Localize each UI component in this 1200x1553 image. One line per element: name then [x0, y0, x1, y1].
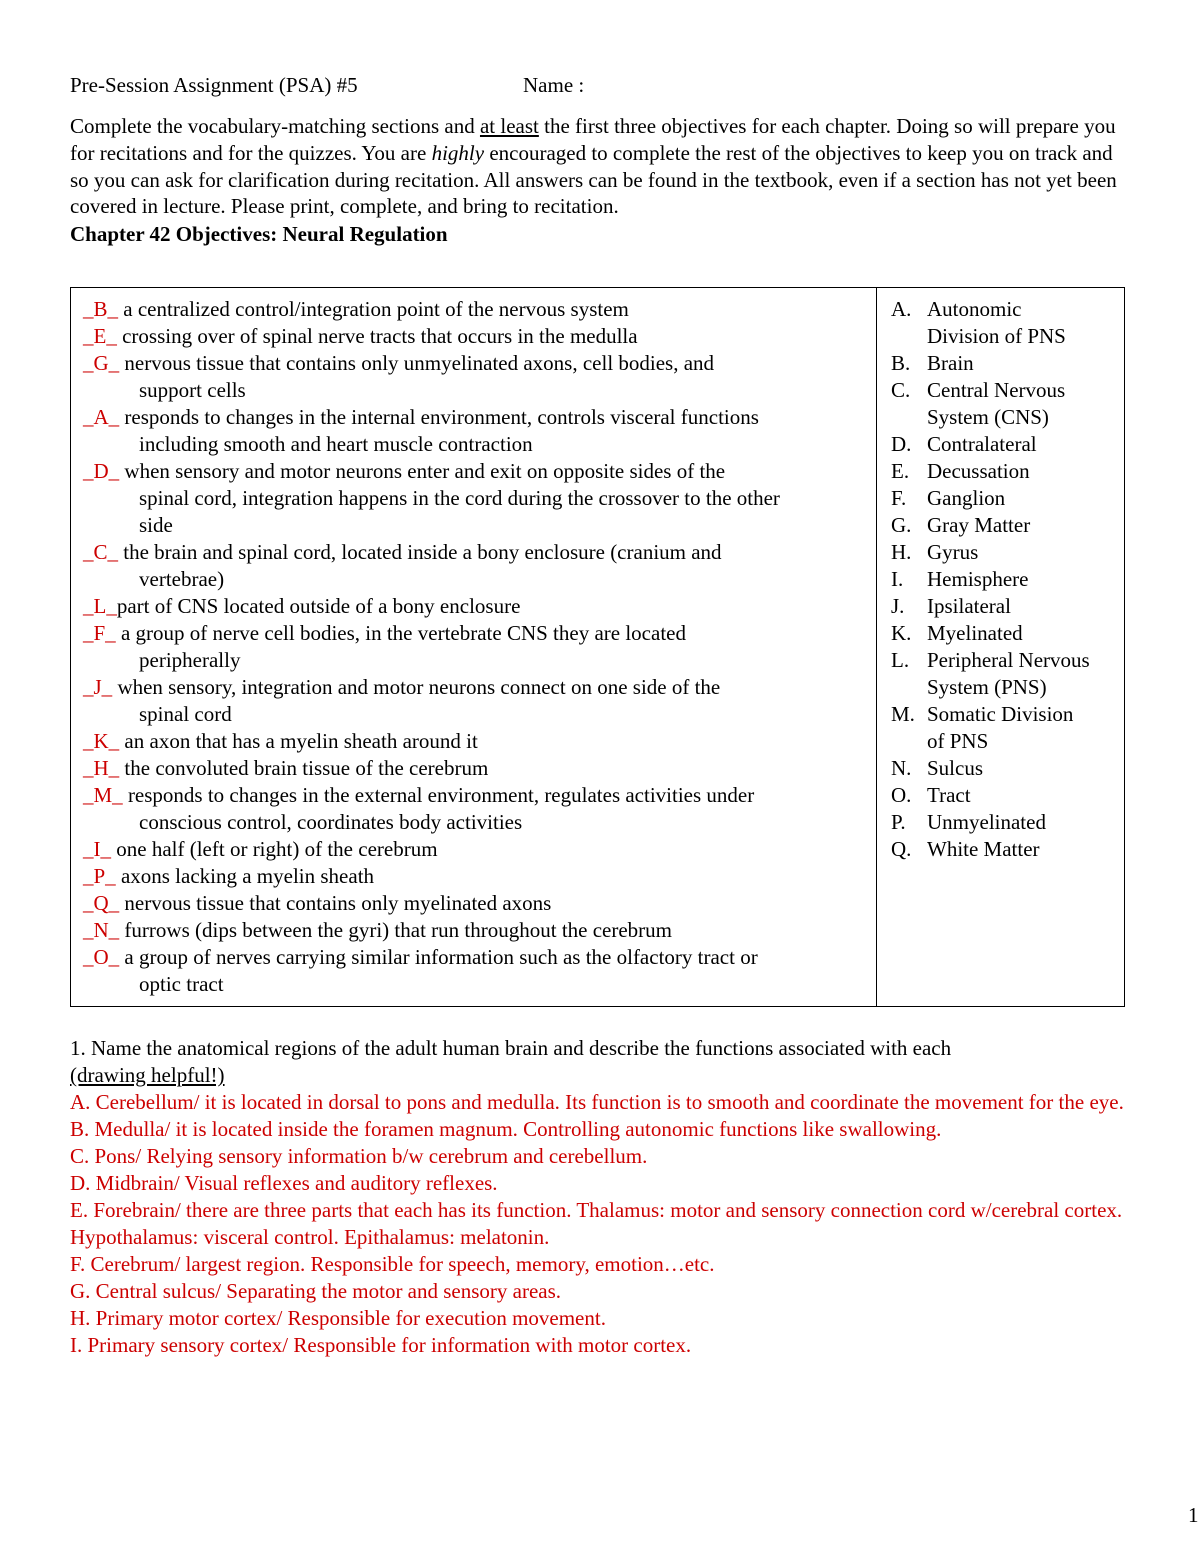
definition-text: a centralized control/integration point of the nervous system — [118, 297, 629, 321]
definition-continuation: including smooth and heart muscle contraction — [139, 432, 533, 456]
definition-continuation: conscious control, coordinates body activities — [139, 810, 523, 834]
term-text: Gray Matter — [927, 513, 1031, 537]
vocabulary-matching-table — [70, 287, 1125, 1007]
definition-text: crossing over of spinal nerve tracts that occurs in the medulla — [116, 324, 638, 348]
term-letter: O. — [891, 783, 912, 807]
term-option — [891, 377, 1124, 431]
term-text: Ganglion — [927, 486, 1006, 510]
definition-row — [83, 728, 876, 755]
term-option — [891, 593, 1124, 620]
term-option — [891, 809, 1124, 836]
term-label — [927, 620, 1124, 647]
definition-text: responds to changes in the internal environment, controls visceral functions — [119, 405, 759, 429]
definition-row — [83, 917, 876, 944]
term-text: Unmyelinated — [927, 810, 1046, 834]
answer-blank[interactable]: _C_ — [83, 540, 119, 564]
term-text: Gyrus — [927, 540, 979, 564]
term-label — [927, 566, 1124, 593]
term-letter: C. — [891, 378, 911, 402]
term-text: Tract — [927, 783, 971, 807]
terms-column — [877, 288, 1124, 1006]
answer-line: I. Primary sensory cortex/ Responsible for information with motor cortex. — [70, 1333, 692, 1357]
answer-blank[interactable]: _I_ — [83, 837, 111, 861]
term-text: Decussation — [927, 459, 1030, 483]
term-option — [891, 755, 1124, 782]
term-text: Hemisphere — [927, 567, 1029, 591]
definition-continuation: optic tract — [139, 972, 224, 996]
term-text: Sulcus — [927, 756, 984, 780]
term-option — [891, 512, 1124, 539]
definition-text: part of CNS located outside of a bony enclosure — [116, 594, 521, 618]
question-1-text: 1. Name the anatomical regions of the adult human brain and describe the functions associated with each — [70, 1036, 952, 1060]
term-option — [891, 296, 1124, 350]
answer-blank[interactable]: _N_ — [83, 918, 120, 942]
term-letter: Q. — [891, 837, 912, 861]
answer-line: G. Central sulcus/ Separating the motor and sensory areas. — [70, 1279, 562, 1303]
term-text-continued: Division of PNS — [927, 324, 1066, 348]
definition-text: furrows (dips between the gyri) that run throughout the cerebrum — [119, 918, 673, 942]
term-letter: M. — [891, 702, 915, 726]
term-option — [891, 350, 1124, 377]
definition-row — [83, 755, 876, 782]
definition-text: a group of nerve cell bodies, in the vertebrate CNS they are located — [115, 621, 686, 645]
answer-blank[interactable]: _M_ — [83, 783, 123, 807]
answer-blank[interactable]: _D_ — [83, 459, 120, 483]
term-label — [927, 647, 1124, 701]
term-letter: F. — [891, 486, 907, 510]
term-letter: N. — [891, 756, 912, 780]
term-text: Central Nervous — [927, 378, 1066, 402]
answer-blank[interactable]: _L_ — [83, 594, 117, 618]
term-option — [891, 836, 1124, 863]
definition-text: when sensory, integration and motor neurons connect on one side of the — [112, 675, 721, 699]
term-letter: P. — [891, 810, 906, 834]
answer-blank[interactable]: _F_ — [83, 621, 116, 645]
answer-blank[interactable]: _E_ — [83, 324, 117, 348]
definition-row — [83, 404, 876, 458]
term-letter: J. — [891, 594, 905, 618]
answer-blank[interactable]: _H_ — [83, 756, 120, 780]
definition-text: nervous tissue that contains only unmyelinated axons, cell bodies, and — [119, 351, 715, 375]
term-option — [891, 566, 1124, 593]
answer-blank[interactable]: _P_ — [83, 864, 116, 888]
term-text: Peripheral Nervous — [927, 648, 1090, 672]
definition-continuation: peripherally — [139, 648, 241, 672]
term-letter: L. — [891, 648, 910, 672]
term-label — [927, 377, 1124, 431]
definition-continuation: side — [139, 513, 173, 537]
intro-text-1: Complete the vocabulary-matching sections and — [70, 114, 480, 138]
answer-line: F. Cerebrum/ largest region. Responsible for speech, memory, emotion…etc. — [70, 1252, 715, 1276]
answer-blank[interactable]: _G_ — [83, 351, 120, 375]
term-option — [891, 539, 1124, 566]
answer-line: C. Pons/ Relying sensory information b/w cerebrum and cerebellum. — [70, 1144, 648, 1168]
term-letter: G. — [891, 513, 912, 537]
term-text: Brain — [927, 351, 974, 375]
term-letter: I. — [891, 567, 904, 591]
definitions-column — [71, 288, 877, 1006]
definition-row — [83, 782, 876, 836]
definition-continuation: vertebrae) — [139, 567, 225, 591]
definition-text: an axon that has a myelin sheath around it — [119, 729, 478, 753]
page-number: 1 — [1188, 1503, 1199, 1527]
term-option — [891, 647, 1124, 701]
answer-line: A. Cerebellum/ it is located in dorsal to pons and medulla. Its function is to smooth and coordinate the movement for the eye. — [70, 1090, 1124, 1114]
term-letter: A. — [891, 297, 912, 321]
definition-text: responds to changes in the external environment, regulates activities under — [122, 783, 755, 807]
term-text: Contralateral — [927, 432, 1037, 456]
answer-blank[interactable]: _B_ — [83, 297, 119, 321]
definition-row — [83, 944, 876, 998]
term-label — [927, 701, 1124, 755]
term-label — [927, 485, 1124, 512]
definition-row — [83, 593, 876, 620]
term-letter: B. — [891, 351, 911, 375]
term-label — [927, 809, 1124, 836]
definition-row — [83, 836, 876, 863]
term-label — [927, 431, 1124, 458]
definition-row — [83, 296, 876, 323]
term-label — [927, 458, 1124, 485]
definition-text: when sensory and motor neurons enter and exit on opposite sides of the — [119, 459, 726, 483]
answer-blank[interactable]: _K_ — [83, 729, 120, 753]
term-text: Myelinated — [927, 621, 1023, 645]
definition-row — [83, 539, 876, 593]
document-page — [70, 72, 1199, 1527]
term-text: Autonomic — [927, 297, 1022, 321]
name-label: Name : — [523, 73, 585, 97]
term-option — [891, 458, 1124, 485]
definition-row — [83, 674, 876, 728]
answer-blank[interactable]: _J_ — [83, 675, 113, 699]
answer-blank[interactable]: _A_ — [83, 405, 120, 429]
term-option — [891, 782, 1124, 809]
intro-underlined: at least — [479, 114, 539, 138]
question-1-hint: (drawing helpful!) — [70, 1063, 225, 1087]
definition-continuation: spinal cord — [139, 702, 232, 726]
term-letter: H. — [891, 540, 912, 564]
definition-row — [83, 323, 876, 350]
answer-line: H. Primary motor cortex/ Responsible for execution movement. — [70, 1306, 606, 1330]
definition-row — [83, 620, 876, 674]
answer-line: B. Medulla/ it is located inside the foramen magnum. Controlling autonomic functions like swallowing. — [70, 1117, 942, 1141]
term-text-continued: System (CNS) — [927, 405, 1049, 429]
term-label — [927, 836, 1124, 863]
term-label — [927, 350, 1124, 377]
assignment-title: Pre-Session Assignment (PSA) #5 — [70, 73, 358, 97]
term-letter: E. — [891, 459, 910, 483]
term-label — [927, 539, 1124, 566]
answer-line: D. Midbrain/ Visual reflexes and auditory reflexes. — [70, 1171, 498, 1195]
term-text: Ipsilateral — [927, 594, 1011, 618]
intro-text-3: encouraged to complete the rest of the objectives to keep you on track and so you can ask for clarification during recitation. All answers can be found in the textbook, even if a section has not yet been covered in lecture. Please print, complete, and bring to recitation. — [70, 140, 1117, 219]
question-1-answers — [70, 1089, 1130, 1359]
definition-continuation: support cells — [139, 378, 246, 402]
definition-row — [83, 890, 876, 917]
answer-blank[interactable]: _O_ — [83, 945, 120, 969]
answer-blank[interactable]: _Q_ — [83, 891, 120, 915]
term-option — [891, 485, 1124, 512]
term-letter: D. — [891, 432, 912, 456]
answer-line: E. Forebrain/ there are three parts that each has its function. Thalamus: motor and sensory connection cord w/cerebral cortex. Hypothalamus: visceral control. Epithalamus: melatonin. — [70, 1198, 1123, 1249]
chapter-title: Chapter 42 Objectives: Neural Regulation — [70, 222, 448, 247]
intro-text-2: the first three objectives for each chapter. Doing so will prepare you for recitations and for the quizzes. You are — [70, 114, 1116, 165]
definition-text: a group of nerves carrying similar information such as the olfactory tract or — [119, 945, 758, 969]
definition-row — [83, 863, 876, 890]
definition-continuation: spinal cord, integration happens in the cord during the crossover to the other — [139, 486, 780, 510]
term-label — [927, 296, 1124, 350]
definition-row — [83, 350, 876, 404]
term-label — [927, 512, 1124, 539]
term-option — [891, 701, 1124, 755]
term-label — [927, 593, 1124, 620]
term-text-continued: of PNS — [927, 729, 989, 753]
definition-text: one half (left or right) of the cerebrum — [111, 837, 438, 861]
term-text-continued: System (PNS) — [927, 675, 1047, 699]
definition-row — [83, 458, 876, 539]
question-1-section — [70, 1035, 1130, 1359]
term-letter: K. — [891, 621, 912, 645]
term-option — [891, 431, 1124, 458]
intro-italic: highly — [431, 140, 485, 165]
instructions-paragraph — [70, 113, 1130, 220]
term-label — [927, 782, 1124, 809]
term-option — [891, 620, 1124, 647]
term-text: White Matter — [927, 837, 1040, 861]
definition-text: axons lacking a myelin sheath — [115, 864, 375, 888]
header — [70, 72, 1130, 99]
definition-text: the brain and spinal cord, located inside a bony enclosure (cranium and — [118, 540, 722, 564]
definition-text: nervous tissue that contains only myelinated axons — [119, 891, 552, 915]
term-label — [927, 755, 1124, 782]
definition-text: the convoluted brain tissue of the cerebrum — [119, 756, 489, 780]
term-text: Somatic Division — [927, 702, 1074, 726]
